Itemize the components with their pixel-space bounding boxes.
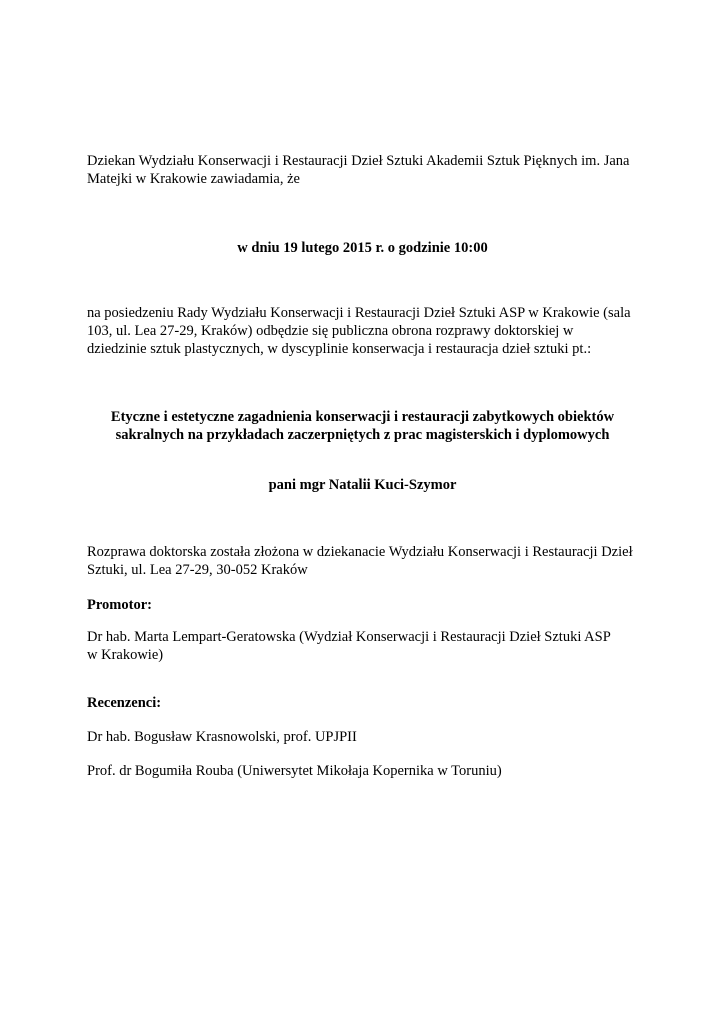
intro-line-1: Dziekan Wydziału Konserwacji i Restauracji Dzieł Sztuki Akademii Sztuk Pięknych im. Jana bbox=[87, 153, 630, 169]
reviewer-item: Prof. dr Bogumiła Rouba (Uniwersytet Mikołaja Kopernika w Toruniu) bbox=[87, 763, 502, 779]
promotor-paragraph bbox=[87, 628, 647, 664]
reviewers-heading: Recenzenci: bbox=[87, 695, 162, 711]
submission-line-2: Sztuki, ul. Lea 27-29, 30-052 Kraków bbox=[87, 562, 308, 578]
thesis-title bbox=[60, 408, 665, 444]
submission-line-1: Rozprawa doktorska została złożona w dziekanacie Wydziału Konserwacji i Restauracji Dzieł bbox=[87, 544, 633, 560]
candidate-name: pani mgr Natalii Kuci-Szymor bbox=[268, 477, 457, 493]
session-line-1: na posiedzeniu Rady Wydziału Konserwacji i Restauracji Dzieł Sztuki ASP w Krakowie (sala bbox=[87, 305, 631, 321]
intro-line-2: Matejki w Krakowie zawiadamia, że bbox=[87, 171, 300, 187]
promotor-heading: Promotor: bbox=[87, 597, 152, 613]
session-line-3: dziedzinie sztuk plastycznych, w dyscyplinie konserwacja i restauracja dzieł sztuki pt.: bbox=[87, 341, 592, 357]
promotor-line-2: w Krakowie) bbox=[87, 647, 164, 663]
session-paragraph bbox=[87, 304, 647, 358]
promotor-line-1: Dr hab. Marta Lempart-Geratowska (Wydział Konserwacji i Restauracji Dzieł Sztuki ASP bbox=[87, 629, 611, 645]
submission-paragraph bbox=[87, 543, 647, 579]
thesis-title-line-1: Etyczne i estetyczne zagadnienia konserwacji i restauracji zabytkowych obiektów bbox=[110, 409, 615, 425]
session-line-2: 103, ul. Lea 27-29, Kraków) odbędzie się publiczna obrona rozprawy doktorskiej w bbox=[87, 323, 574, 339]
intro-paragraph bbox=[87, 152, 647, 188]
reviewer-item: Dr hab. Bogusław Krasnowolski, prof. UPJPII bbox=[87, 729, 357, 745]
thesis-title-line-2: sakralnych na przykładach zaczerpniętych z prac magisterskich i dyplomowych bbox=[115, 427, 610, 443]
date-line: w dniu 19 lutego 2015 r. o godzinie 10:00 bbox=[237, 240, 488, 256]
